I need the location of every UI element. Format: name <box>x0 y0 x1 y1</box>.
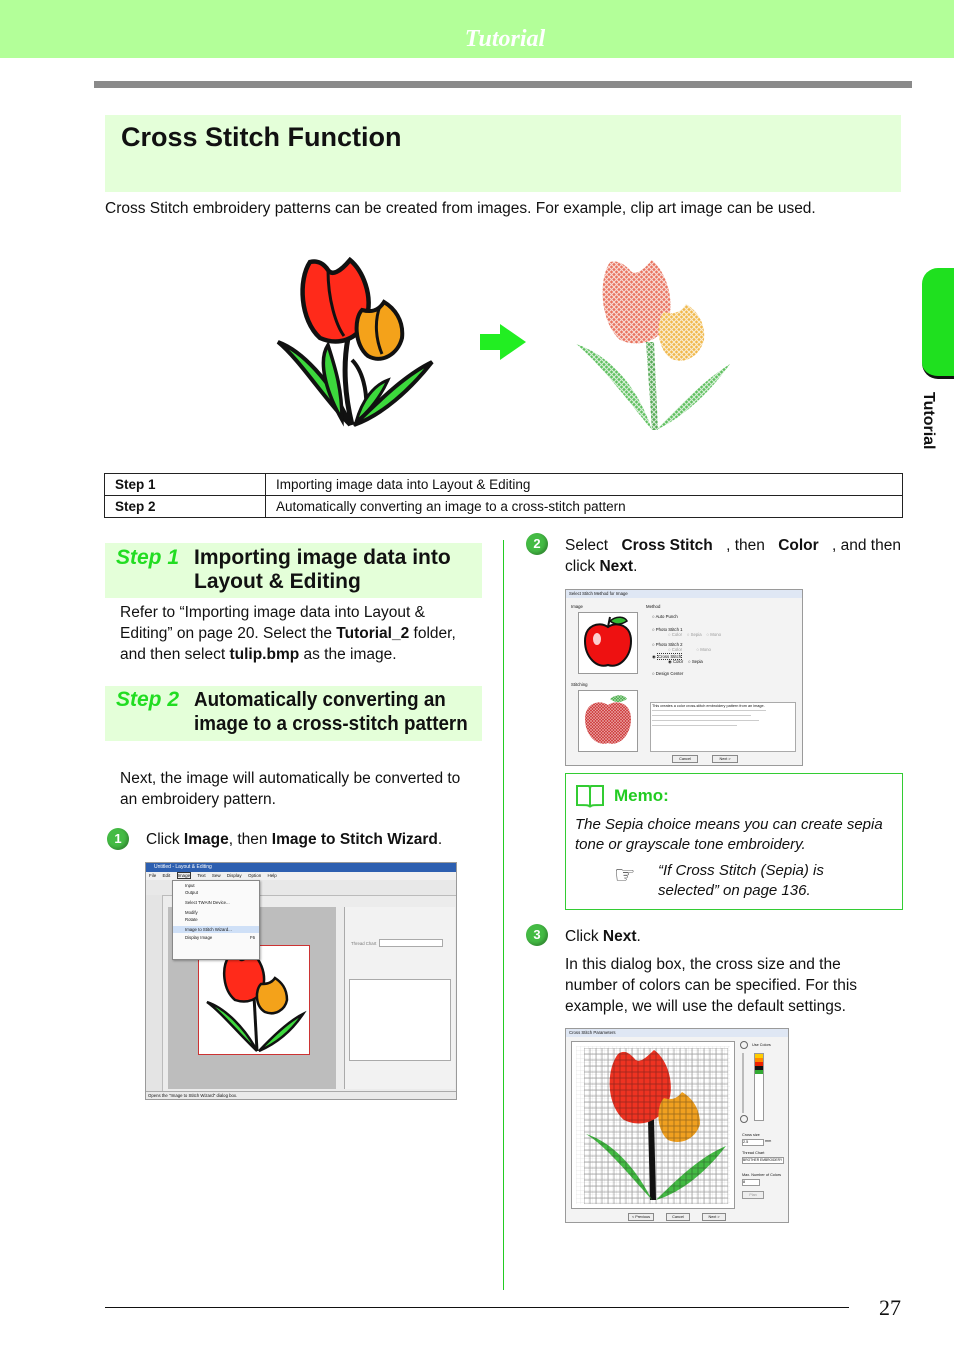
menu-image[interactable]: Image <box>177 873 191 878</box>
menu-display[interactable]: Display <box>226 873 242 878</box>
radio-label: Photo Stitch 2 <box>655 642 683 647</box>
instr-text: Click <box>146 831 184 848</box>
memo-title: Memo: <box>614 786 669 805</box>
cross-stitch-tulip-image <box>574 252 734 434</box>
text-line <box>652 725 737 726</box>
instruction-3-text <box>565 926 641 947</box>
method-options <box>652 614 800 676</box>
table-cell-desc: Importing image data into Layout & Editing <box>266 474 903 496</box>
sub-option: Color <box>671 647 683 652</box>
memo-text: The Sepia choice means you can create sepia tone or grayscale tone embroidery. <box>575 816 883 853</box>
menu-text[interactable]: Text <box>197 873 206 878</box>
radio-label: Photo Stitch 1 <box>655 627 683 632</box>
method-label: Method <box>646 604 661 609</box>
tool-palette <box>146 895 163 1091</box>
design-page <box>198 945 310 1055</box>
side-tab-label: Tutorial <box>920 392 937 450</box>
text-line <box>652 710 766 711</box>
zoom-out-icon[interactable] <box>740 1115 748 1123</box>
stitching-preview <box>578 690 638 752</box>
instr-text: Click <box>565 928 603 945</box>
color-list <box>754 1053 764 1121</box>
window-title: Untitled - Layout & Editing <box>146 863 457 872</box>
instr-body-text: In this dialog box, the cross size and the <box>565 956 841 973</box>
dialog-title: Cross Stitch Parameters <box>566 1029 789 1037</box>
zoom-slider[interactable] <box>742 1053 744 1113</box>
sub-option: Color <box>672 659 684 664</box>
step1-title-line2: Layout & Editing <box>194 570 361 593</box>
step1-title-line1: Importing image data into <box>194 546 451 569</box>
image-label: Image <box>571 604 583 609</box>
instr-body-text: number of colors can be specified. For this <box>565 977 858 994</box>
instruction-3-body <box>565 954 905 1017</box>
step1-body-text: Refer to “Importing image data into Layout & <box>120 604 425 621</box>
instruction-2-line <box>565 556 901 577</box>
cross-stitch-suboptions[interactable]: ◉ Color ○ Sepia <box>668 659 703 664</box>
max-colors-label: Max. Number of Colors <box>742 1173 782 1177</box>
max-colors-input[interactable]: 8 <box>742 1179 760 1186</box>
menu-item-select-twain[interactable]: Select TWAIN Device... <box>185 900 230 905</box>
cross-size-input[interactable]: 2.5 <box>742 1139 764 1146</box>
header-rule <box>94 81 912 88</box>
radio-label: Auto Punch <box>655 614 678 619</box>
instruction-1-text <box>146 829 442 850</box>
step2-title-line2: image to a cross-stitch pattern <box>194 713 468 735</box>
steps-table <box>104 473 903 518</box>
status-bar: Opens the "Image to Stitch Wizard" dialog box. <box>146 1091 457 1100</box>
radio-cross-stitch[interactable]: ◉ Cross Stitch <box>652 654 682 659</box>
use-colors-label: Use Colors <box>752 1043 771 1047</box>
page-title: Cross Stitch Function <box>121 122 402 152</box>
option-name: Cross Stitch <box>621 537 713 554</box>
screenshot-select-stitch-method <box>565 589 803 766</box>
cross-stitch-preview <box>571 1041 735 1209</box>
photo-stitch-1-suboptions: ○ Color ○ Sepia ○ Mono <box>668 632 721 637</box>
menu-item-label: Display Image <box>185 935 213 940</box>
screenshot-layout-editing <box>145 862 457 1100</box>
image-menu-dropdown <box>172 880 260 960</box>
menu-item-display-image[interactable] <box>173 934 259 941</box>
thread-chart-label: Thread Chart <box>351 941 377 946</box>
apple-image <box>579 613 637 673</box>
arrow-right-icon <box>478 322 528 362</box>
radio-auto-punch[interactable]: ○ Auto Punch <box>652 614 678 619</box>
instr-text: . <box>636 928 641 945</box>
stitching-label: Stitching <box>571 682 588 687</box>
menu-name: Image <box>183 831 229 848</box>
step2-body <box>120 768 490 810</box>
screenshot-cross-stitch-parameters <box>565 1028 789 1223</box>
table-cell-step: Step 2 <box>105 496 266 518</box>
step1-body-text: folder, <box>409 625 456 642</box>
table-row <box>105 474 903 496</box>
zoom-in-icon[interactable] <box>740 1041 748 1049</box>
radio-photo-stitch-1[interactable]: ○ Photo Stitch 1 <box>652 627 683 632</box>
instr-body-text: example, we will use the default settings. <box>565 998 846 1015</box>
cross-stitch-apple-image <box>579 691 637 751</box>
step2-body-text: an embroidery pattern. <box>120 791 276 808</box>
instr-text: , then <box>228 831 272 848</box>
radio-label: Cross Stitch <box>657 654 682 659</box>
menu-help[interactable]: Help <box>267 873 277 878</box>
plan-button[interactable]: Plan <box>742 1191 764 1199</box>
menu-file[interactable]: File <box>149 873 157 878</box>
button-name: Next <box>599 558 634 575</box>
table-row <box>105 496 903 518</box>
step-number-badge: 2 <box>526 533 548 555</box>
description-box <box>650 702 796 752</box>
menu-item-output[interactable]: Output <box>185 890 198 895</box>
memo-book-icon <box>575 783 605 809</box>
step1-body <box>120 602 490 665</box>
tulip-clipart-image <box>270 250 440 430</box>
menu-item-image-to-stitch-wizard[interactable]: Image to Stitch Wizard... <box>173 926 259 933</box>
radio-label: Design Center <box>655 671 684 676</box>
dialog-title: Select Stitch Method for Image <box>566 590 803 598</box>
menu-sew[interactable]: Sew <box>211 873 221 878</box>
sewing-attributes-panel <box>344 907 455 1089</box>
pointing-hand-icon: ☞ <box>614 862 636 889</box>
step-number-badge: 1 <box>107 828 129 850</box>
button-name: Next <box>602 928 637 945</box>
image-preview <box>578 612 638 674</box>
pixel-tulip-image <box>572 1042 734 1208</box>
menubar <box>146 872 456 880</box>
step1-body-text: as the image. <box>299 646 397 663</box>
menu-item-rotate[interactable]: Rotate <box>185 917 198 922</box>
menu-item-modify[interactable]: Modify <box>185 910 198 915</box>
cross-size-label: Cross size <box>742 1133 760 1137</box>
file-name: tulip.bmp <box>229 646 300 663</box>
instruction-2-line <box>565 535 901 556</box>
text-line <box>652 720 759 721</box>
intro-text: Cross Stitch embroidery patterns can be created from images. For example, clip art image can be used. <box>105 200 816 217</box>
instr-text: . <box>633 558 638 575</box>
cross-size-unit: mm <box>765 1139 772 1143</box>
table-cell-step: Step 1 <box>105 474 266 496</box>
sub-option: Color <box>671 632 683 637</box>
sub-option: Sepia <box>690 632 702 637</box>
step2-title-line1: Automatically converting an <box>194 689 446 711</box>
option-name: Color <box>778 537 819 554</box>
instr-text: Select <box>565 537 609 554</box>
thread-chart-label: Thread Chart <box>742 1151 765 1155</box>
tulip-thumbnail-image <box>199 946 309 1054</box>
footer-rule <box>105 1307 849 1308</box>
instr-text: , then <box>726 537 765 554</box>
menu-shortcut: F6 <box>249 935 255 940</box>
step2-body-text: Next, the image will automatically be converted to <box>120 770 461 787</box>
menu-option[interactable]: Option <box>247 873 262 878</box>
instr-text: , and then <box>832 537 901 554</box>
text-line <box>652 715 751 716</box>
sub-option: Mono <box>700 647 711 652</box>
panel-list <box>349 979 451 1061</box>
step1-number: Step 1 <box>116 546 180 569</box>
color-swatch[interactable] <box>755 1070 763 1074</box>
column-divider <box>503 540 504 1290</box>
photo-stitch-2-suboptions: ○ Color ○ Mono <box>668 647 711 652</box>
folder-name: Tutorial_2 <box>336 625 410 642</box>
cancel-button[interactable]: Cancel <box>666 1213 690 1221</box>
sub-option: Sepia <box>691 659 703 664</box>
step1-body-text: and then select <box>120 646 230 663</box>
instruction-2-text <box>565 535 901 577</box>
step1-body-text: Editing” on page 20. Select the <box>120 625 337 642</box>
radio-photo-stitch-2[interactable]: ○ Photo Stitch 2 <box>652 642 683 647</box>
previous-button[interactable]: < Previous <box>628 1213 654 1221</box>
next-button[interactable]: Next > <box>702 1213 726 1221</box>
thread-chart-select[interactable] <box>379 939 443 947</box>
reference-text: selected” on page 136. <box>658 882 811 899</box>
reference-text: “If Cross Stitch (Sepia) is <box>658 862 824 879</box>
description-text: This creates a color cross-stitch embroidery pattern from an image. <box>652 704 765 708</box>
page-number: 27 <box>879 1295 901 1320</box>
step-number-badge: 3 <box>526 924 548 946</box>
cancel-button[interactable]: Cancel <box>672 755 698 763</box>
menu-edit[interactable]: Edit <box>162 873 171 878</box>
radio-design-center[interactable]: ○ Design Center <box>652 671 684 676</box>
instr-text: . <box>437 831 443 848</box>
instr-text: click <box>565 558 600 575</box>
step2-number: Step 2 <box>116 688 180 711</box>
table-cell-desc: Automatically converting an image to a cross-stitch pattern <box>266 496 903 518</box>
next-button[interactable]: Next > <box>712 755 738 763</box>
menu-item-input[interactable]: Input <box>185 883 195 888</box>
side-tab <box>922 268 954 379</box>
menu-command: Image to Stitch Wizard <box>271 831 438 848</box>
section-title: Tutorial <box>464 26 546 52</box>
sub-option: Mono <box>710 632 721 637</box>
thread-chart-select[interactable]: BROTHER EMBROIDERY <box>743 1158 783 1162</box>
memo-reference[interactable] <box>658 861 898 901</box>
